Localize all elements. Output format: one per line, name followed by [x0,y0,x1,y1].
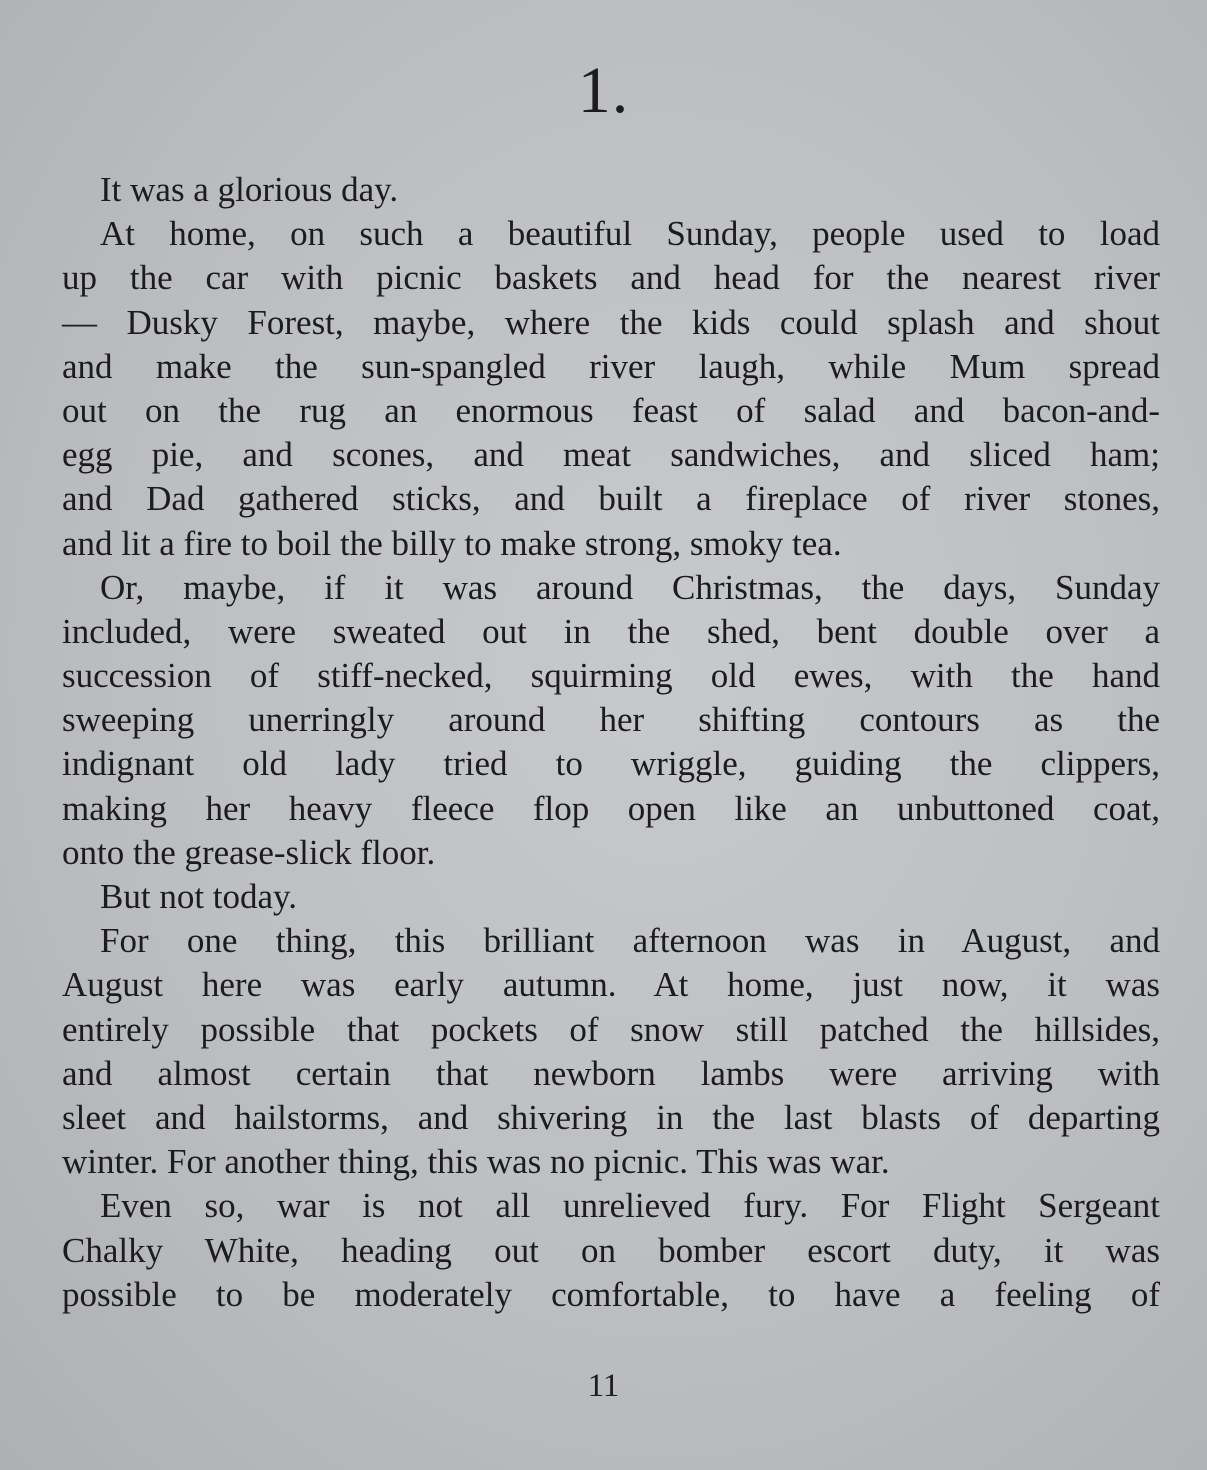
text-line: August here was early autumn. At home, just now, it was [62,965,1160,1005]
text-line: Or, maybe, if it was around Christmas, the days, Sunday [100,567,1160,607]
text-line: possible to be moderately comfortable, to have a feeling of [62,1274,1160,1314]
text-line: sleet and hailstorms, and shivering in the last blasts of departing [62,1097,1160,1137]
chapter-body-text [62,168,1160,1317]
text-line: sweeping unerringly around her shifting contours as the [62,700,1160,740]
text-line: Even so, war is not all unrelieved fury. For Flight Sergeant [100,1186,1160,1226]
text-line: and almost certain that newborn lambs were arriving with [62,1053,1160,1093]
text-line: winter. For another thing, this was no picnic. This was war. [62,1142,890,1182]
text-line: included, were sweated out in the shed, bent double over a [62,611,1160,651]
text-line: egg pie, and scones, and meat sandwiches, and sliced ham; [62,435,1160,475]
text-line: — Dusky Forest, maybe, where the kids could splash and shout [62,302,1160,342]
text-line: making her heavy fleece flop open like an unbuttoned coat, [62,788,1160,828]
text-line: entirely possible that pockets of snow still patched the hillsides, [62,1009,1160,1049]
page-number: 11 [587,1368,620,1404]
text-line: and lit a fire to boil the billy to make strong, smoky tea. [62,523,842,563]
text-line: At home, on such a beautiful Sunday, people used to load [100,214,1160,254]
text-line: For one thing, this brilliant afternoon was in August, and [100,921,1160,961]
text-line: succession of stiff-necked, squirming old ewes, with the hand [62,656,1160,696]
text-line: Chalky White, heading out on bomber escort duty, it was [62,1230,1160,1270]
text-line: It was a glorious day. [100,170,399,209]
text-line: But not today. [100,877,298,916]
text-line: and Dad gathered sticks, and built a fireplace of river stones, [62,479,1160,519]
text-line: up the car with picnic baskets and head for the nearest river [62,258,1160,298]
text-line: out on the rug an enormous feast of salad and bacon-and- [62,390,1160,430]
text-line: and make the sun-spangled river laugh, while Mum spread [62,346,1160,386]
text-line: onto the grease-slick floor. [62,832,436,872]
chapter-number: 1. [577,54,630,127]
text-line: indignant old lady tried to wriggle, guiding the clippers, [62,744,1160,784]
